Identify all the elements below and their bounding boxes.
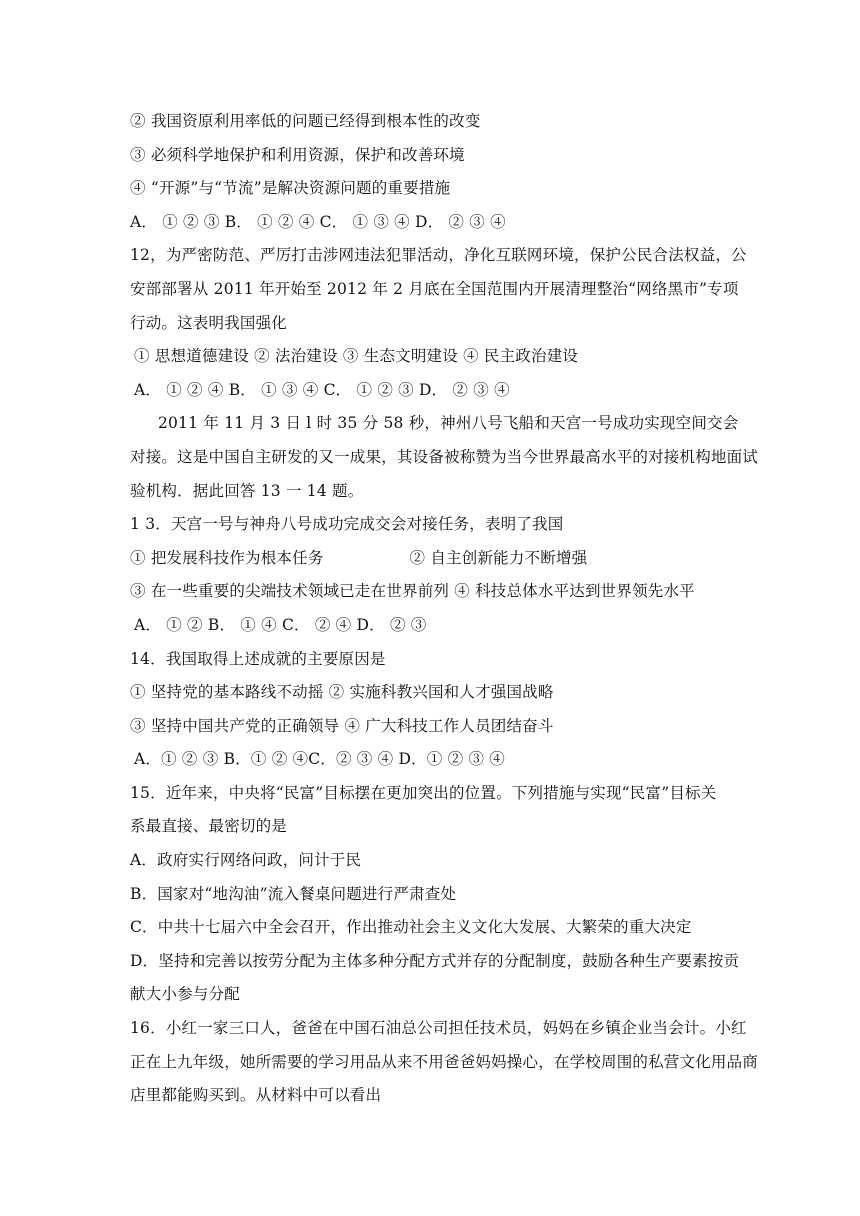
question-14-text: 14．我国取得上述成就的主要原因是: [130, 649, 386, 668]
option-line: ③ 在一些重要的尖端技术领域已走在世界前列 ④ 科技总体水平达到世界领先水平: [130, 582, 695, 601]
option-line: ③ 必须科学地保护和利用资源，保护和改善环境: [130, 145, 465, 164]
question-16-text: 店里都能购买到。从材料中可以看出: [130, 1086, 382, 1105]
choice-a: A．政府实行网络问政，问计于民: [130, 851, 362, 870]
question-15-text: 系最直接、最密切的是: [130, 817, 288, 836]
option-line: [130, 542, 730, 576]
material-paragraph: 验机构．据此回答 13 一 14 题。: [130, 481, 364, 500]
choice-c: C．中共十七届六中全会召开，作出推动社会主义文化大发展、大繁荣的重大决定: [130, 918, 692, 937]
option-line: ① 思想道德建设 ② 法治建设 ③ 生态文明建设 ④ 民主政治建设: [134, 347, 579, 366]
question-15-text: 15．近年来，中央将“民富”目标摆在更加突出的位置。下列措施与实现“民富”目标关: [130, 783, 717, 802]
document-page: [130, 105, 759, 1113]
answer-choices: A． ① ② ④ B． ① ③ ④ C． ① ② ③ D． ② ③ ④: [134, 380, 510, 399]
answer-choices: A． ① ② ③ B． ① ② ④ C． ① ③ ④ D． ② ③ ④: [130, 212, 506, 231]
answer-choices: A． ① ② B． ① ④ C． ② ④ D． ② ③: [134, 615, 427, 634]
option-2: ② 自主创新能力不断增强: [409, 548, 588, 567]
choice-d: 献大小参与分配: [130, 985, 240, 1004]
question-16-text: 16．小红一家三口人，爸爸在中国石油总公司担任技术员，妈妈在乡镇企业当会计。小红: [130, 1019, 747, 1038]
option-line: ③ 坚持中国共产党的正确领导 ④ 广大科技工作人员团结奋斗: [130, 716, 554, 735]
choice-b: B．国家对“地沟油”流入餐桌问题进行严肃查处: [130, 884, 457, 903]
answer-choices: A．① ② ③ B．① ② ④C．② ③ ④ D．① ② ③ ④: [134, 750, 505, 769]
choice-d: D．坚持和完善以按劳分配为主体多种分配方式并存的分配制度，鼓励各种生产要素按贡: [130, 951, 740, 970]
question-12-text: 12，为严密防范、严厉打击涉网违法犯罪活动，净化互联网环境，保护公民合法权益，公: [130, 246, 747, 265]
option-line: ② 我国资原利用率低的问题已经得到根本性的改变: [130, 112, 481, 130]
question-16-text: 正在上九年级，她所需要的学习用品从来不用爸爸妈妈操心，在学校周围的私营文化用品商: [130, 1052, 759, 1071]
option-1: ① 把发展科技作为根本任务: [130, 548, 324, 567]
material-paragraph: 对接。这是中国自主研发的又一成果，其设备被称赞为当今世界最高水平的对接机构地面试: [130, 447, 759, 466]
material-paragraph: 2011 年 11 月 3 日 l 时 35 分 58 秒，神州八号飞船和天宫一号成功实现空间交会: [158, 414, 739, 433]
option-line: ④ “开源”与“节流”是解决资源问题的重要措施: [130, 179, 451, 198]
question-12-text: 行动。这表明我国强化: [130, 313, 288, 332]
question-13-text: 1 3．天宫一号与神舟八号成功完成交会对接任务，表明了我国: [130, 515, 564, 534]
option-line: ① 坚持党的基本路线不动摇 ② 实施科教兴国和人才强国战略: [130, 683, 554, 702]
question-12-text: 安部部署从 2011 年开始至 2012 年 2 月底在全国范围内开展清理整治“网络黑市”专项: [130, 279, 739, 298]
